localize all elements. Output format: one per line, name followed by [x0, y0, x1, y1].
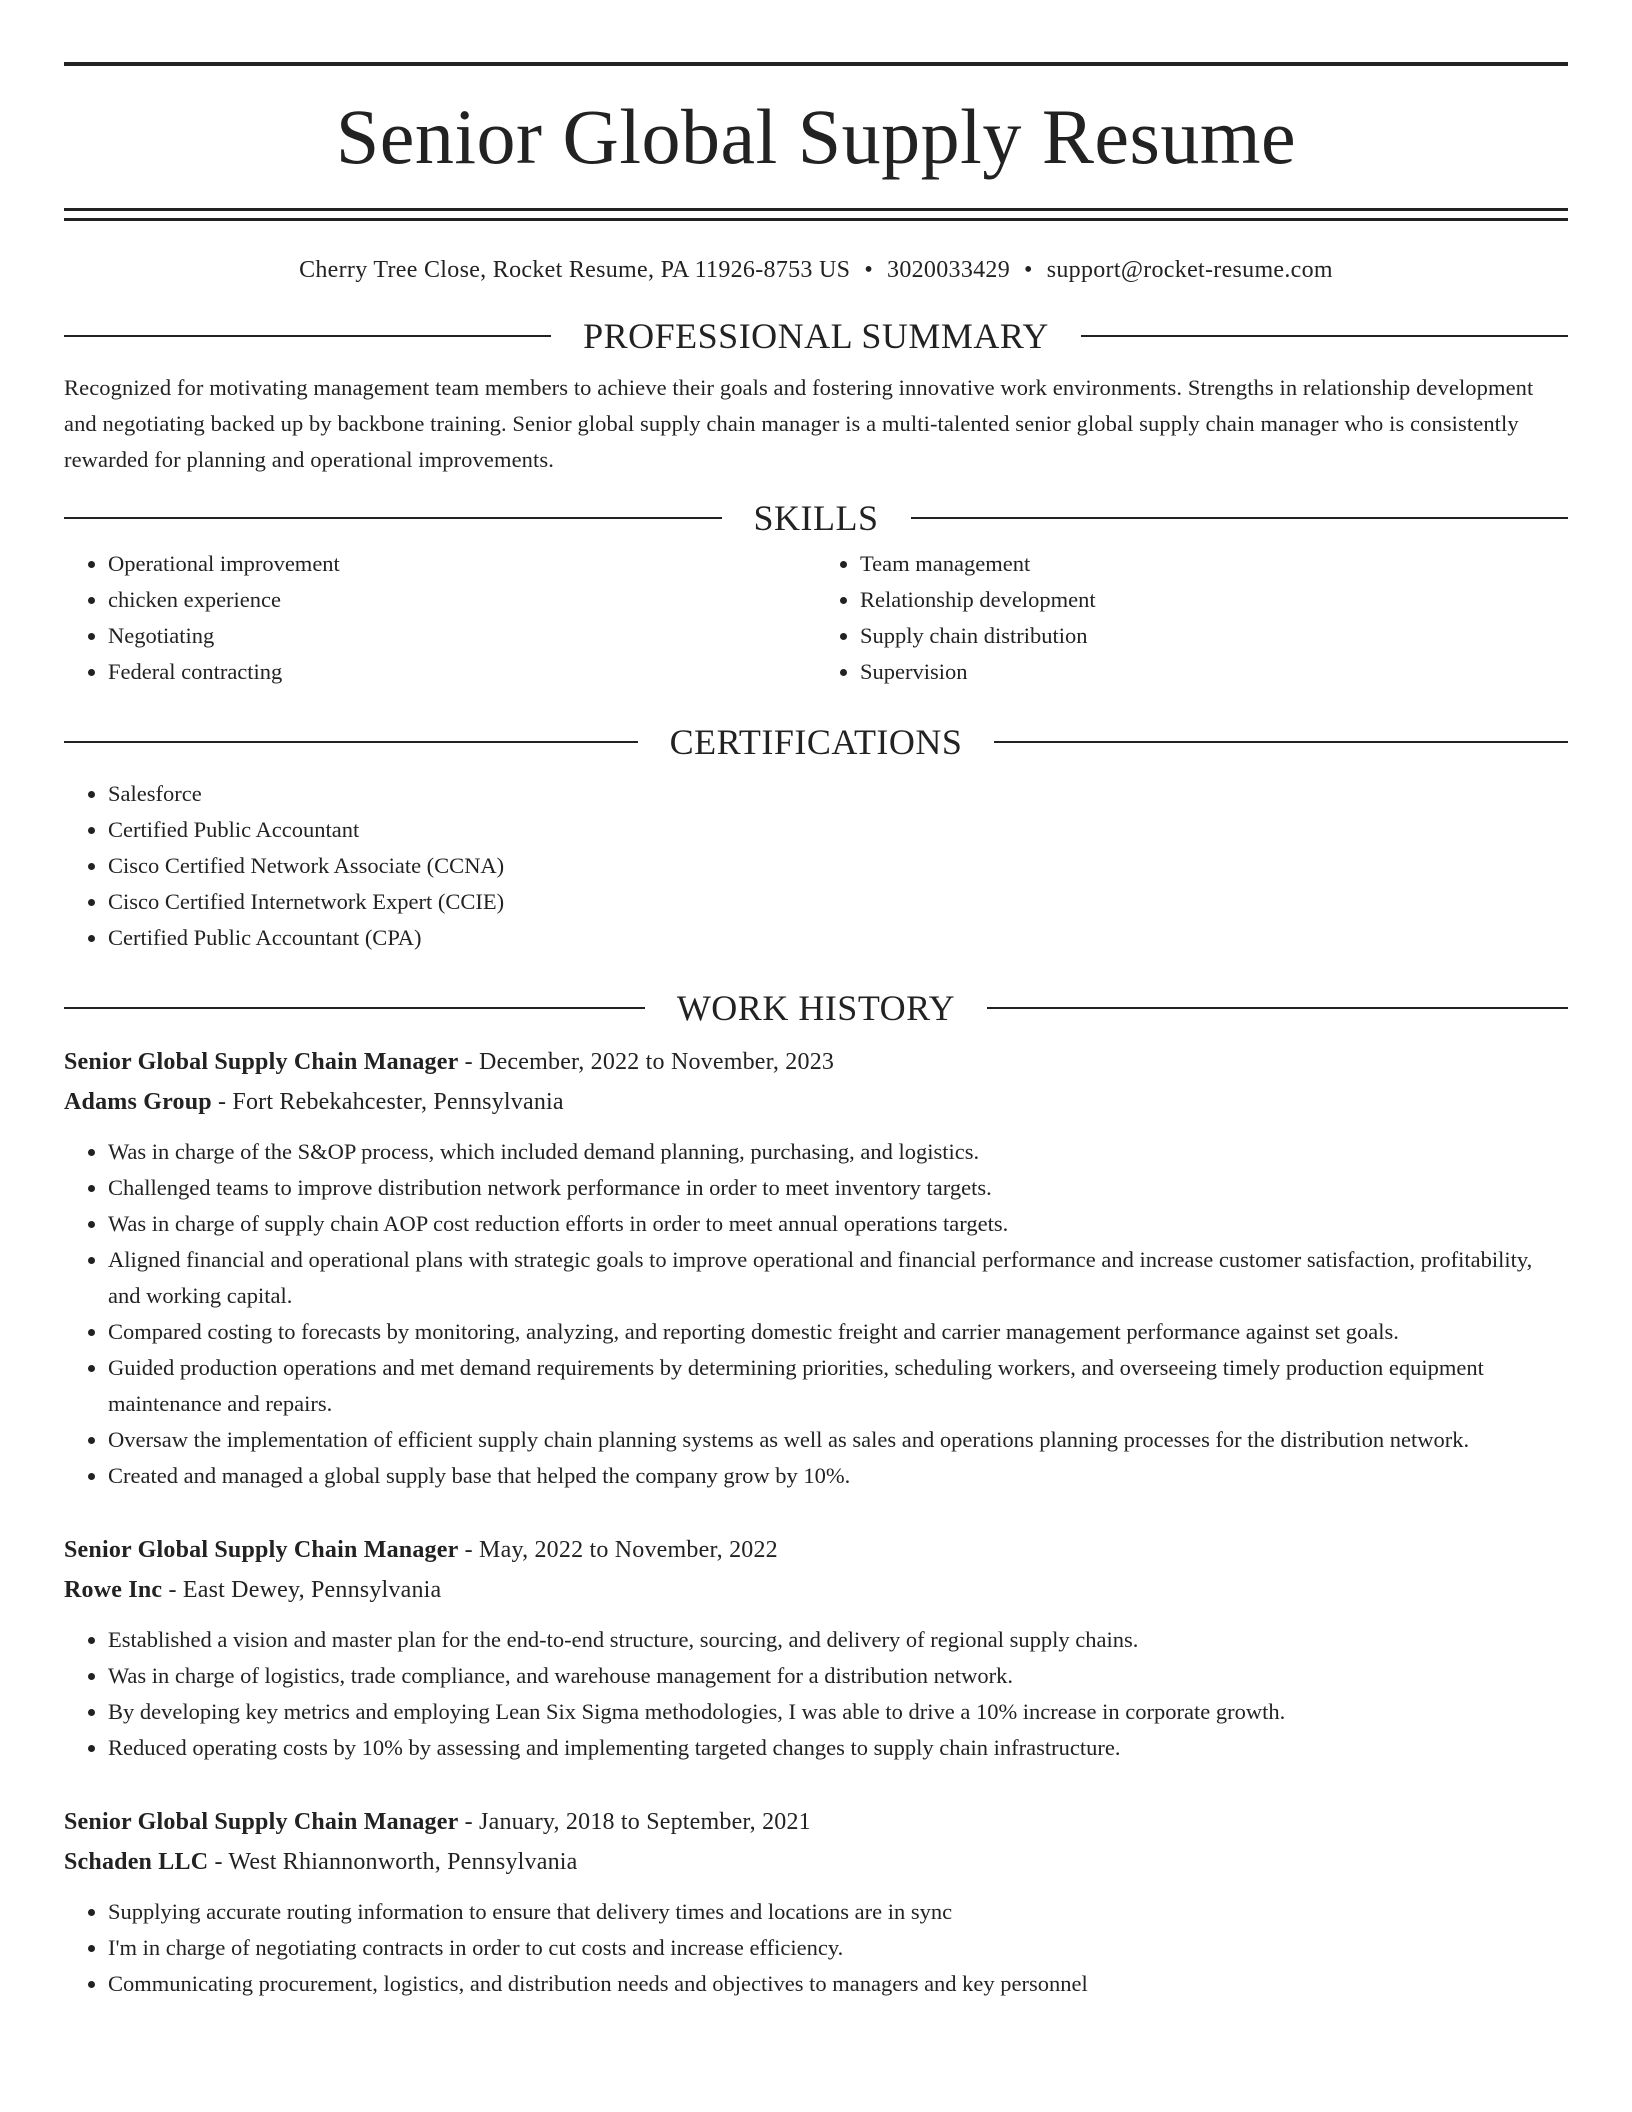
job-title: Senior Global Supply Chain Manager: [64, 1536, 459, 1563]
job-bullet: • Oversaw the implementation of efficient supply chain planning systems as well as sales and operations planning processes for the distribution network.: [108, 1422, 1568, 1458]
certification-item: • Cisco Certified Internetwork Expert (CCIE): [108, 884, 1568, 920]
skill-item: • Supply chain distribution: [860, 618, 1568, 654]
job-company: Rowe Inc: [64, 1576, 163, 1603]
certification-item: • Certified Public Accountant (CPA): [108, 920, 1568, 956]
contact-address: Cherry Tree Close, Rocket Resume, PA 11926-8753 US: [299, 256, 851, 283]
contact-separator: •: [864, 256, 874, 283]
job-bullet: • I'm in charge of negotiating contracts in order to cut costs and increase efficiency.: [108, 1930, 1568, 1966]
divider-line: [64, 517, 722, 519]
job-location: West Rhiannonworth, Pennsylvania: [228, 1848, 578, 1875]
certification-item: • Salesforce: [108, 776, 1568, 812]
job-location: Fort Rebekahcester, Pennsylvania: [232, 1088, 564, 1115]
skill-item: • Federal contracting: [108, 654, 816, 690]
divider-line: [994, 741, 1568, 743]
job-bullet: • By developing key metrics and employing Lean Six Sigma methodologies, I was able to drive a 10% increase in corporate growth.: [108, 1694, 1568, 1730]
job-title: Senior Global Supply Chain Manager: [64, 1808, 459, 1835]
job-entry: [64, 1530, 1568, 1766]
job-bullet: • Aligned financial and operational plans with strategic goals to improve operational and financial performance and increase customer satisfaction, profitability, and working capital.: [108, 1242, 1568, 1314]
job-company: Schaden LLC: [64, 1848, 209, 1875]
certifications-list: [64, 776, 1568, 956]
certification-item: • Certified Public Accountant: [108, 812, 1568, 848]
job-bullet: • Established a vision and master plan for the end-to-end structure, sourcing, and delivery of regional supply chains.: [108, 1622, 1568, 1658]
resume-page: [64, 0, 1568, 2002]
section-title-certifications: CERTIFICATIONS: [669, 721, 963, 762]
top-rule: [64, 62, 1568, 66]
section-title-skills: SKILLS: [753, 497, 879, 538]
job-bullet: • Guided production operations and met demand requirements by determining priorities, scheduling workers, and overseeing timely production equipment maintenance and repairs.: [108, 1350, 1568, 1422]
contact-email: support@rocket-resume.com: [1046, 256, 1333, 283]
skills-columns: [64, 546, 1568, 690]
job-title: Senior Global Supply Chain Manager: [64, 1048, 459, 1075]
job-title-line: Senior Global Supply Chain Manager - January, 2018 to September, 2021: [64, 1808, 811, 1835]
divider-line: [1081, 335, 1568, 337]
divider-line: [64, 1007, 645, 1009]
job-title-line: Senior Global Supply Chain Manager - May, 2022 to November, 2022: [64, 1536, 778, 1563]
title-double-rule: [64, 208, 1568, 221]
job-company: Adams Group: [64, 1088, 212, 1115]
skill-item: • Supervision: [860, 654, 1568, 690]
skill-item: • Operational improvement: [108, 546, 816, 582]
job-bullet: • Was in charge of supply chain AOP cost reduction efforts in order to meet annual operations targets.: [108, 1206, 1568, 1242]
divider-line: [911, 517, 1569, 519]
job-bullet: • Communicating procurement, logistics, and distribution needs and objectives to managers and key personnel: [108, 1966, 1568, 2002]
job-bullet: • Reduced operating costs by 10% by assessing and implementing targeted changes to supply chain infrastructure.: [108, 1730, 1568, 1766]
job-dates: May, 2022 to November, 2022: [479, 1536, 778, 1563]
section-title-work-history: WORK HISTORY: [676, 987, 956, 1028]
skill-item: • Team management: [860, 546, 1568, 582]
job-bullet: • Supplying accurate routing information to ensure that delivery times and locations are in sync: [108, 1894, 1568, 1930]
certification-item: • Cisco Certified Network Associate (CCNA): [108, 848, 1568, 884]
job-bullet: • Was in charge of the S&OP process, which included demand planning, purchasing, and logistics.: [108, 1134, 1568, 1170]
skill-item: • Relationship development: [860, 582, 1568, 618]
job-title-line: Senior Global Supply Chain Manager - December, 2022 to November, 2023: [64, 1048, 835, 1075]
job-entry: [64, 1042, 1568, 1494]
divider-line: [64, 741, 638, 743]
section-header-certifications: [64, 721, 1568, 762]
divider-line: [987, 1007, 1568, 1009]
job-company-line: Adams Group - Fort Rebekahcester, Pennsylvania: [64, 1088, 564, 1115]
job-location: East Dewey, Pennsylvania: [182, 1576, 442, 1603]
section-header-work-history: [64, 987, 1568, 1028]
job-bullet: • Was in charge of logistics, trade compliance, and warehouse management for a distribution network.: [108, 1658, 1568, 1694]
contact-line: [64, 257, 1568, 284]
section-header-summary: [64, 315, 1568, 356]
skills-list-right: [816, 546, 1568, 690]
contact-separator: •: [1024, 256, 1033, 283]
section-header-skills: [64, 497, 1568, 538]
contact-phone: 3020033429: [887, 256, 1011, 283]
job-bullet: • Compared costing to forecasts by monitoring, analyzing, and reporting domestic freight and carrier management performance against set goals.: [108, 1314, 1568, 1350]
resume-title: Senior Global Supply Resume: [335, 93, 1297, 180]
section-title-summary: PROFESSIONAL SUMMARY: [583, 315, 1049, 356]
divider-line: [64, 335, 551, 337]
job-dates: January, 2018 to September, 2021: [479, 1808, 811, 1835]
job-bullets: [64, 1622, 1568, 1766]
job-bullet: • Challenged teams to improve distribution network performance in order to meet inventory targets.: [108, 1170, 1568, 1206]
job-bullets: [64, 1134, 1568, 1494]
job-dates: December, 2022 to November, 2023: [479, 1048, 835, 1075]
job-bullets: [64, 1894, 1568, 2002]
job-company-line: Schaden LLC - West Rhiannonworth, Pennsylvania: [64, 1848, 578, 1875]
job-entry: [64, 1802, 1568, 2002]
summary-text: Recognized for motivating management team members to achieve their goals and fostering innovative work environments. Strengths in relationship development and negotiating backed up by backbone training. Senior global supply chain manager is a multi-talented senior global supply chain manager who is consistently rewarded for planning and operational improvements.: [64, 374, 1534, 472]
skills-list-left: [64, 546, 816, 690]
job-company-line: Rowe Inc - East Dewey, Pennsylvania: [64, 1576, 442, 1603]
job-bullet: • Created and managed a global supply base that helped the company grow by 10%.: [108, 1458, 1568, 1494]
skill-item: • Negotiating: [108, 618, 816, 654]
skill-item: • chicken experience: [108, 582, 816, 618]
